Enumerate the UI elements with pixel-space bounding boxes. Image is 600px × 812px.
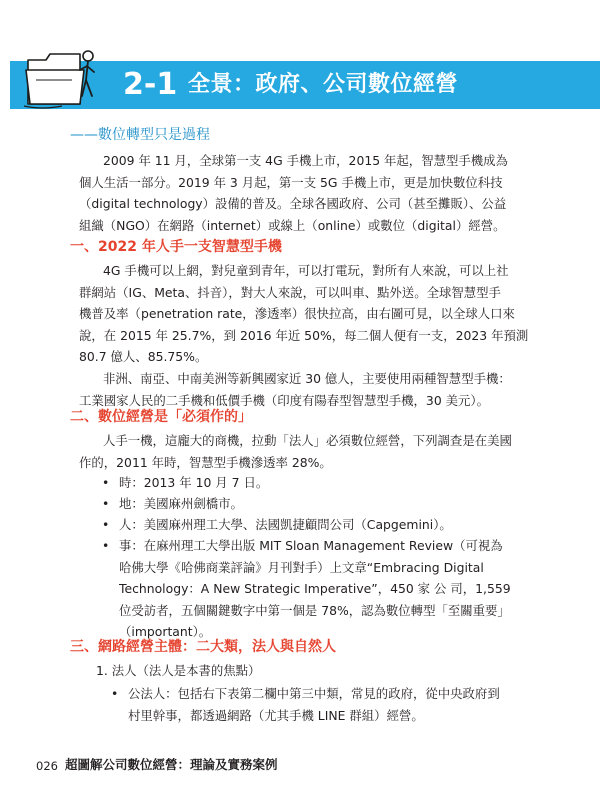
bullet-line: Technology：A New Strategic Imperative”，450 家 公 司，1,559: [119, 581, 511, 597]
bullet-icon: •: [102, 538, 110, 553]
section2-paragraph: [79, 430, 537, 473]
bullet-icon: •: [102, 517, 110, 532]
page-number: 026: [36, 759, 58, 773]
book-title: 超圖解公司數位經營：理論及實務案例: [65, 757, 278, 772]
bullet-icon: •: [102, 475, 110, 490]
bullet-icon: •: [102, 496, 110, 511]
section-heading-1: 一、2022 年人手一支智慧型手機: [70, 239, 282, 255]
bullet-icon: •: [111, 686, 119, 701]
paragraph-line: 人手一機，這龐大的商機，拉動「法人」必須數位經營，下列調查是在美國: [103, 433, 512, 448]
folder-person-icon: [22, 46, 98, 112]
paragraph-line: 機普及率（penetration rate，滲透率）很快拉高，由右圖可見，以全球人口來: [79, 306, 515, 322]
paragraph-line: 說，在 2015 年 25.7%，到 2016 年近 50%，每二個人便有一支，2023 年預測: [79, 327, 529, 343]
bullet-line: 哈佛大學《哈佛商業評論》月刊對手）上文章“Embracing Digital: [119, 559, 484, 575]
bullet-text: 人：美國麻州理工大學、法國凱捷顧問公司（Capgemini）。: [119, 517, 452, 532]
bullet-text: 時：2013 年 10 月 7 日。: [119, 475, 269, 490]
paragraph-line: 工業國家人民的二手機和低價手機（印度有陽春型智慧型手機，30 美元）。: [79, 392, 490, 408]
bullet-text: [128, 683, 500, 726]
bullet-line: 公法人：包括右下表第二欄中第三中類，常見的政府，從中央政府到: [128, 686, 500, 701]
section-heading-3: 三、網路經營主體：二大類，法人與自然人: [70, 639, 336, 655]
paragraph-line: 2009 年 11 月，全球第一支 4G 手機上市，2015 年起，智慧型手機成為: [103, 153, 508, 168]
intro-heading: ——數位轉型只是過程: [70, 127, 210, 143]
sub-item: 1. 法人（法人是本書的焦點）: [96, 663, 261, 678]
bullet-line: 事：在麻州理工大學出版 MIT Sloan Management Review（可視為: [119, 538, 503, 553]
bullet-text: [119, 535, 511, 643]
paragraph-line: 組織（NGO）在網路（internet）或線上（online）或數位（digital）經營。: [79, 217, 506, 233]
bullet-line: （important）。: [119, 624, 212, 640]
section1-paragraph-2: [79, 368, 537, 411]
section-heading-2: 二、數位經營是「必須作的」: [70, 409, 252, 425]
bullet-text: 地：美國麻州劍橋市。: [119, 496, 243, 511]
bullet-line: 位受訪者，五個關鍵數字中第一個是 78%，認為數位轉型「至關重要」: [119, 602, 510, 618]
paragraph-line: 作的，2011 年時，智慧型手機滲透率 28%。: [79, 454, 332, 470]
paragraph-line: 非洲、南亞、中南美洲等新興國家近 30 億人，主要使用兩種智慧型手機：: [103, 371, 511, 386]
paragraph-line: 4G 手機可以上網，對兒童到青年，可以打電玩，對所有人來說，可以上社: [103, 263, 509, 278]
chapter-number: 2-1: [123, 67, 178, 102]
paragraph-line: 群網站（IG、Meta、抖音），對大人來說，可以叫車、點外送。全球智慧型手: [79, 284, 501, 300]
bullet-line: 村里幹事，都透過網路（尤其手機 LINE 群組）經營。: [128, 707, 424, 723]
intro-paragraph: [79, 150, 537, 236]
chapter-title: 全景：政府、公司數位經營: [188, 72, 459, 97]
section1-paragraph-1: [79, 260, 537, 368]
paragraph-line: 80.7 億人、85.75%。: [79, 349, 208, 365]
paragraph-line: 個人生活一部分。2019 年 3 月起，第一支 5G 手機上市，更是加快數位科技: [79, 174, 503, 190]
paragraph-line: （digital technology）設備的普及。全球各國政府、公司（甚至攤販）、公益: [79, 196, 507, 212]
